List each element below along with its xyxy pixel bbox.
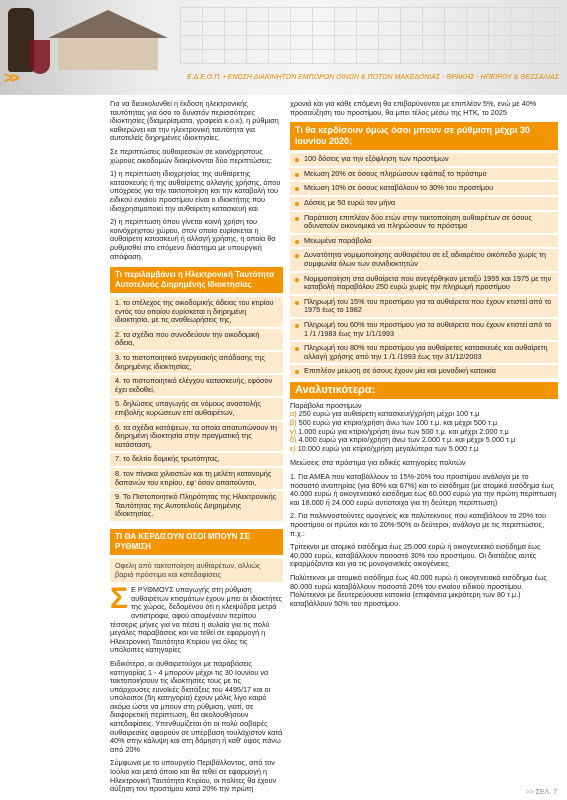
footer-arrows: >> (525, 789, 534, 796)
benefit-item: Πληρωμή του 80% του προστίμου για αυθαίρετες κατασκευές και αυθαίρετη αλλαγή χρήσης από την 1 /1 /1993 έως την 31/12/2003 (290, 342, 558, 363)
reduction-paragraph-2: 2. Για παλιννοστούντες ομογενείς και πολύτεκνους που καταβάλουν το 20% του προστίμου οι πρώτοι και το 20%-50% οι δεύτεροι, ανάλογα με τις περιπτώσεις, π.χ.: (290, 511, 546, 538)
identity-list-item: 8. τον πίνακα χιλιοστών και τη μελέτη κατανομής δαπανών του κτιρίου, εφ’ όσον απαιτούνται, (110, 468, 283, 489)
section-subtitle: Οφελη από τακτοποίηση αυθαιρέτων, αλλιώς βαριά πρόστιμα και κατεδαφίσεις (110, 559, 283, 582)
identity-list-item: 3. το πιστοποιητικό ενεργειακής απόδοσης της διηρημένης ιδιοκτησίας, (110, 352, 283, 373)
page-number: ΣΕΛ. 7 (535, 789, 557, 796)
identity-list-item: 6. τα σχέδια κατόψεων, τα οποία αποτυπώνουν τη διηρημένη ιδιοκτησία στην πραγματική της κατάσταση, (110, 422, 283, 452)
benefit-item: Μειωμένα παράβολα (290, 235, 558, 248)
house-illustration (48, 10, 168, 70)
benefit-item: Νομιμοποίηση στα αυθαίρετα που ανεγέρθηκαν μεταξύ 1955 και 1975 με την καταβολή παραβόλου 250 ευρώ χωρίς την πληρωμή προστίμου (290, 273, 558, 294)
benefit-item: Δόσεις με 50 ευρώ τον μήνα (290, 197, 558, 210)
body-paragraph-1: Σ Ε ΡΥΘΜΟΥΣ υπαγωγής στη ρύθμιση αυθαιρέτων κτισμάτων έχουν μπει οι ιδιοκτήτες της χώρας, δεδομένου ότι η κλειψύδρα μετρά αντίστροφα, αφού απομένουν περίπου τέσσερις μήνες για να πέσει η αυλαία για τις πολύ μεγάλες παραβάσεις και να τεθεί σε εφαρμογή η Ηλεκτρονική Ταυτότητα Κτιρίου για όλες τις υπόλοιπες κατηγορίες (110, 582, 282, 655)
benefit-item: Πληρωμή του 60% του προστίμου για τα αυθαίρετα που έχουν κτιστεί από το 1 /1 /1983 έως την 1/1/1993 (290, 319, 558, 340)
drop-cap: Σ (110, 582, 129, 616)
benefits-list (290, 153, 558, 378)
organization-line: Ε.Δ.Ε.Ο.Π. • ΕΝΩΣΗ ΔΙΑΚΙΝΗΤΩΝ ΕΜΠΟΡΩΝ ΟΙΝΩΝ & ΠΟΤΩΝ ΜΑΚΕΔΟΝΙΑΣ - ΘΡΑΚΗΣ - ΗΠΕΙΡΟΥ & ΘΕΣΣΑΛΙΑΣ (187, 74, 559, 81)
fees-list (290, 410, 558, 453)
benefit-item: 100 δόσεις για την εξόφληση των προστίμων (290, 153, 558, 166)
benefit-item: Πληρωμή του 15% του προστίμου για τα αυθαίρετα που έχουν κτιστεί από το 1975 έως το 1982 (290, 296, 558, 317)
identity-list-item: 1. το στέλεχος της οικοδομικής άδειας του κτιρίου εντός του οποίου ευρίσκεται η διηρημένη ιδιοκτησία, με τις αναθεωρήσεις της, (110, 297, 283, 327)
benefit-item: Μείωση 20% σε όσους πληρώσουν εφάπαξ το πρόστιμο (290, 168, 558, 181)
fee-item: δ) 4.000 ευρώ για κτίριο/χρήση άνω των 2.000 τ.μ. και μέχρι 5.000 τ.μ (290, 435, 516, 445)
blueprint-background (180, 6, 560, 64)
benefits-title: Τι θα κερδίσουν όμως όσοι μπουν σε ρύθμιση μέχρι 30 Ιουνίου 2020; (290, 122, 558, 150)
identity-list (110, 297, 283, 521)
benefit-item: Δυνατότητα νομιμοποίησης αυθαιρέτου σε εξ αδιαιρέτου οικόπεδο χωρίς τη συμφωνία όλων των συνιδιοκτητών (290, 249, 558, 270)
reduction-paragraph-3: Τρίτεκνοι με ατομικό εισόδημα έως 25.000 ευρώ ή οικογενειακό εισόδημα έως 40.000 ευρώ, καταβάλλουν ποσοστό 30% του προστίμου. Οι διατάξεις αυτές εφαρμόζονται και για τις μονογονεϊκές οικογένειες (290, 542, 541, 569)
analytic-title: Αναλυτικότερα: (290, 382, 558, 399)
body-paragraph-3: Σύμφωνα με το υπουργείο Περιβάλλοντος, από τον Ιούλιο και μετά όποιο και θα τεθεί σε εφαρμογή η Ηλεκτρονική Ταυτότητα Κτιρίου, οι πολίτες θα έχουν αύξηση του προστίμου κατά 20% την πρώτη (110, 758, 277, 794)
reduction-paragraph-4: Πολύτεκνοι με ατομικό εισόδημα έως 40.000 ευρώ ή οικογενειακό εισόδημα έως 80.000 ευρώ καταβάλλουν ποσοστό 20% του ενιαίου ειδικού προστίμου. Πολύτεκνοι με δευτερεύουσα κατοικία (επιφάνεια μικρότερη των 80 τ.μ.) καταβάλλουν 50% του προστίμου. (290, 572, 547, 608)
section-title-benefits: ΤΙ ΘΑ ΚΕΡΔΙΣΟΥΝ ΟΣΟΙ ΜΠΟΥΝ ΣΕ ΡΥΘΜΙΣΗ (110, 529, 283, 555)
page-footer (525, 789, 557, 796)
body-paragraph-2: Ειδικότερα, οι αυθαιρετούχοι με παραβάσεις κατηγορίας 1 - 4 μπορούν μέχρι τις 30 Ιουνίου να τακτοποιήσουν τις ιδιοκτησίες τους με τις υπάρχουσες ευνοϊκές διατάξεις του 4495/17 και οι υπόλοιποι (5η κατηγορία) έχουν μόλις λίγο καιρό ακόμα ώστε να μπουν στη ρύθμιση, γιατί, σε διαφορετική περίπτωση, θα ακολουθήσουν κατεδαφίσεις. Υπενθυμίζεται ότι οι πολύ σοβαρές αυθαιρεσίες αφορούν σε υπέρβαση τουλάχιστον κατά 40% στην κάλυψη και στη δόμηση ή καθ' ύψος πάνω από 20% (110, 658, 283, 754)
fee-item: β) 500 ευρώ για κτίριο/χρήση άνω των 100 τ.μ. και μέχρι 500 τ.μ (290, 418, 498, 428)
page-header (0, 0, 567, 95)
identity-list-item: 4. το πιστοποιητικό ελέγχου κατασκευής, εφόσον έχει εκδοθεί, (110, 375, 283, 396)
benefit-item: Παράταση επιπλέον δύο ετών στην τακτοποίηση αυθαιρέτων σε όσους αδυνατούν οικονομικά να πληρώσουν το πρόστιμο (290, 212, 558, 233)
identity-list-item: 2. τα σχέδια που συνοδεύουν την οικοδομική άδεια, (110, 329, 283, 350)
wine-glass-image (30, 40, 50, 74)
intro-paragraph-3: 1) η περίπτωση ιδιοχρησίας της αυθαίρετης κατασκευής ή της αυθαίρετης αλλαγής χρήσης, όπου υπόχρεος για την τακτοποίηση και την καταβολή του ειδικού ενιαίου προστίμου είναι ο ιδιοκτήτης που ιδιοχρησιμοποιεί την αυθαίρετη κατασκευή και (110, 169, 281, 213)
identity-list-item: 5. δηλώσεις υπαγωγής σε νόμους αναστολής επιβολής κυρώσεων επί αυθαιρέτων, (110, 398, 283, 419)
benefit-item: Επιπλέον μείωση σε όσους έχουν μία και μοναδική κατοικία (290, 365, 558, 378)
section-title-identity: Τι περιλαμβάνει η Ηλεκτρονική Ταυτότητα Αυτοτελούς Διηρημένης Ιδιοκτησίας (110, 267, 283, 293)
continuation-paragraph: χρονιά και για κάθε επόμενη θα επιβαρύνονται με επιπλέον 5%, ενώ με 40% προσαύξηση του προστίμου, θα μπει τέλος μέσω της ΗΤΚ, το 2025 (290, 99, 537, 117)
intro-paragraph-1: Για να διευκολυνθεί η έκδοση ηλεκτρονικής ταυτότητας για όσο το δυνατόν περισσότερες ιδιοκτησίες (διαμερίσματα, γραφεία κ.ο.κ), η ρύθμιση καθιερώνει και την ηλεκτρονική ταυτότητα για αυτοτελείς διηρημένες ιδιοκτησίες. (110, 99, 279, 143)
fee-item: ε) 10.000 ευρώ για κτίριο/χρήση μεγαλύτερα των 5.000 τ.μ (290, 443, 479, 453)
right-column (290, 100, 558, 613)
identity-list-item: 7. το δελτίο δομικής τρωτότητας, (110, 453, 283, 466)
left-column (110, 100, 283, 799)
identity-list-item: 9. Το Πιστοποιητικό Πληρότητας της Ηλεκτρονικής Ταυτότητας της Αυτοτελούς Διηρημένης Ιδιοκτησίας. (110, 491, 283, 521)
fee-item: γ) 1.000 ευρώ για κτίριο/χρήση άνω των 500 τ.μ. και μέχρι 2.000 τ.μ (290, 426, 509, 436)
intro-paragraph-2: Σε περιπτώσεις αυθαιρεσιών σε κοινόχρηστους χώρους οικοδομών διακρίνονται δύο περιπτώσεις: (110, 146, 273, 165)
reduction-paragraph-1: 1. Για ΑΜΕΑ που καταβάλλουν το 15%-20% του προστίμου ανάλογα με το ποσοστό αναπηρίας (για 80% και 67%) και το εισόδημα (με ατομικό εισόδημα έως 40.000 ευρώ ή οικογενειακό εισόδημα έως 60.000 ευρώ για την πρώτη περίπτωση και 18.000 ή 24.000 ευρώ αντίστοιχα για τη δεύτερη περίπτωση) (290, 472, 557, 507)
fees-heading: Παράβολα προστίμων (290, 400, 362, 410)
fee-item: α) 250 ευρώ για αυθαίρετη κατασκευή/χρήση μέχρι 100 τ.μ (290, 409, 480, 419)
header-arrows: >> (4, 70, 17, 87)
reductions-heading: Μειώσεις στα πρόστιμα για ειδικές κατηγορίες πολιτών (290, 458, 466, 468)
benefit-item: Μείωση 10% σε όσους καταβάλουν το 30% του προστίμου (290, 182, 558, 195)
intro-paragraph-4: 2) η περίπτωση όπου γίνεται κοινή χρήση του κοινόχρηστου χώρου, στον οποίο ευρίσκεται η αυθαίρετη κατασκευή ή αλλαγή χρήσης, η οποία θα ρυθμισθεί στο επόμενο διάστημα με υπουργική απόφαση. (110, 217, 276, 261)
